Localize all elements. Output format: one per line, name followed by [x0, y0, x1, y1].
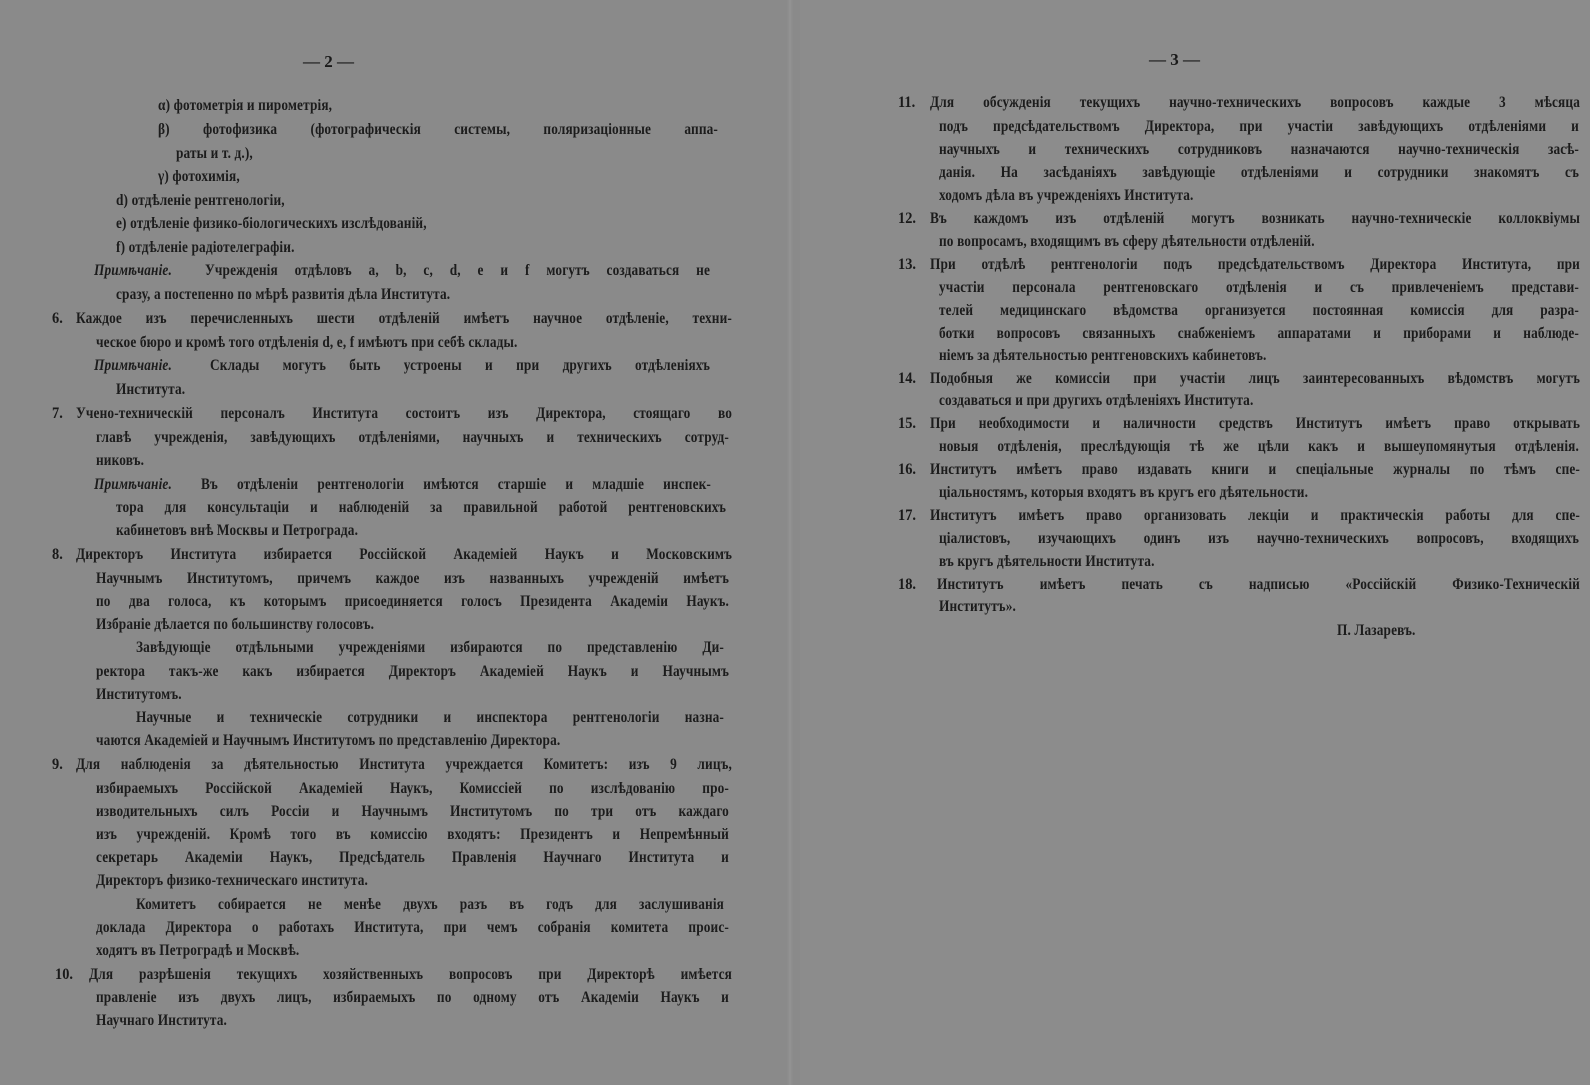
page-number: — 2 — [303, 52, 354, 71]
page-number: — 3 — [1149, 50, 1200, 69]
item-number: 8. [52, 546, 63, 563]
text-line: Въ каждомъ изъ отдѣленій могутъ возникать научно-техническіе коллоквіумы [930, 210, 1580, 227]
signature: П. Лазаревъ. [1337, 622, 1416, 639]
item-number: 17. [898, 507, 916, 524]
text-line: Директоръ физико-техническаго института. [96, 872, 368, 889]
text-line: создаваться и при другихъ отдѣленіяхъ Института. [939, 392, 1254, 409]
text-line: по вопросамъ, входящимъ въ сферу дѣятельности отдѣленій. [939, 233, 1315, 250]
text-line: Въ отдѣленіи рентгенологіи имѣются старшіе и младшіе инспек- [201, 476, 711, 493]
note-label: Примѣчаніе. [94, 262, 172, 279]
text-line: Каждое изъ перечисленныхъ шести отдѣленій имѣетъ научное отдѣленіе, техни- [76, 310, 732, 327]
text-line: въ кругъ дѣятельности Института. [939, 553, 1155, 570]
text-line: Института. [116, 381, 186, 398]
item-number: 7. [52, 405, 63, 422]
text-line: тора для консультаціи и наблюденій за правильной работой рентгеновскихъ [116, 499, 726, 516]
text-line: Институтъ». [939, 598, 1016, 615]
text-line: доклада Директора о работахъ Института, при чемъ собранія комитета проис- [96, 919, 729, 936]
item-number: 6. [52, 310, 63, 327]
text-line: Директоръ Института избирается Россійской Академіей Наукъ и Московскимъ [76, 546, 732, 563]
item-number: 15. [898, 415, 916, 432]
text-line: подъ предсѣдательствомъ Директора, при участіи завѣдующихъ отдѣленіями и [939, 118, 1579, 135]
text-line: β) фотофизика (фотографическія системы, поляризаціонные аппа- [158, 121, 718, 138]
text-line: ходятъ въ Петроградѣ и Москвѣ. [96, 942, 300, 959]
right-page [800, 0, 1590, 1085]
item-number: 9. [52, 756, 63, 773]
item-number: 10. [55, 966, 73, 983]
text-line: Избраніе дѣлается по большинству голосовъ. [96, 616, 375, 633]
text-line: Научнымъ Институтомъ, причемъ каждое изъ названныхъ учрежденій имѣетъ [96, 570, 729, 587]
text-line: Подобныя же комиссіи при участіи лицъ заинтересованныхъ вѣдомствъ могутъ [930, 370, 1580, 387]
text-line: новыя отдѣленія, преслѣдующія тѣ же цѣли какъ и вышеупомянутыя отдѣленія. [939, 438, 1579, 455]
text-line: телей медицинскаго вѣдомства организуется постоянная комиссія для разра- [939, 302, 1579, 319]
text-line: избираемыхъ Россійской Академіей Наукъ, Комиссіей по изслѣдованію про- [96, 780, 729, 797]
text-line: Для наблюденія за дѣятельностью Института учреждается Комитетъ: изъ 9 лицъ, [76, 756, 732, 773]
text-line: Институтомъ. [96, 686, 182, 703]
text-line: главѣ учрежденія, завѣдующихъ отдѣленіями, научныхъ и техническихъ сотруд- [96, 429, 729, 446]
text-line: данія. На засѣданіяхъ завѣдующіе отдѣленіями и сотрудники знакомятъ съ [939, 164, 1579, 181]
text-line: чаются Академіей и Научнымъ Институтомъ по представленію Директора. [96, 732, 561, 749]
item-number: 18. [898, 576, 916, 593]
text-line: Склады могутъ быть устроены и при другихъ отдѣленіяхъ [210, 357, 710, 374]
text-line: Учрежденія отдѣловъ a, b, c, d, e и f могутъ создаваться не [205, 262, 710, 279]
text-line: При необходимости и наличности средствъ Институтъ имѣетъ право открывать [930, 415, 1580, 432]
text-line: сразу, а постепенно по мѣрѣ развитія дѣла Института. [116, 286, 451, 303]
text-line: e) отдѣленіе физико-біологическихъ изслѣдованій, [116, 215, 427, 232]
text-line: α) фотометрія и пирометрія, [158, 97, 333, 114]
text-line: кабинетовъ внѣ Москвы и Петрограда. [116, 522, 359, 539]
text-line: Учено-техническій персоналъ Института состоитъ изъ Директора, стоящаго во [76, 405, 732, 422]
text-line: изводительныхъ силъ Россіи и Научнымъ Институтомъ по три отъ каждаго [96, 803, 729, 820]
text-line: Для обсужденія текущихъ научно-техническихъ вопросовъ каждые 3 мѣсяца [930, 94, 1580, 111]
text-line: ческое бюро и кромѣ того отдѣленія d, e, f имѣютъ при себѣ склады. [96, 334, 518, 351]
text-line: f) отдѣленіе радіотелеграфіи. [116, 239, 295, 256]
item-number: 16. [898, 461, 916, 478]
text-line: секретарь Академіи Наукъ, Предсѣдатель Правленія Научнаго Института и [96, 849, 729, 866]
note-label: Примѣчаніе. [94, 357, 172, 374]
item-number: 13. [898, 256, 916, 273]
text-line: ціальностямъ, которыя входятъ въ кругъ его дѣятельности. [939, 484, 1309, 501]
text-line: изъ учрежденій. Кромѣ того въ комиссію входятъ: Президентъ и Непремѣнный [96, 826, 729, 843]
text-line: Комитетъ собирается не менѣе двухъ разъ въ годъ для заслушиванія [136, 896, 724, 913]
text-line: ректора такъ-же какъ избирается Директоръ Академіей Наукъ и Научнымъ [96, 663, 729, 680]
note-label: Примѣчаніе. [94, 476, 172, 493]
text-line: ботки вопросовъ связанныхъ снабженіемъ аппаратами и приборами и наблюде- [939, 325, 1579, 342]
text-line: участіи персонала рентгеновскаго отдѣленія и съ привлеченіемъ представи- [939, 279, 1579, 296]
text-line: ніемъ за дѣятельностью рентгеновскихъ кабинетовъ. [939, 347, 1267, 364]
text-line: по два голоса, къ которымъ присоединяется голосъ Президента Академіи Наукъ. [96, 593, 729, 610]
text-line: d) отдѣленіе рентгенологіи, [116, 192, 285, 209]
text-line: правленіе изъ двухъ лицъ, избираемыхъ по одному отъ Академіи Наукъ и [96, 989, 729, 1006]
text-line: ціалистовъ, изучающихъ одинъ изъ научно-техническихъ вопросовъ, входящихъ [939, 530, 1579, 547]
item-number: 12. [898, 210, 916, 227]
text-line: Завѣдующіе отдѣльными учрежденіями избираются по представленію Ди- [136, 639, 724, 656]
text-line: Институтъ имѣетъ право организовать лекціи и практическія работы для спе- [930, 507, 1580, 524]
text-line: Научнаго Института. [96, 1012, 228, 1029]
text-line: γ) фотохимія, [158, 168, 240, 185]
page-fold [787, 0, 793, 1085]
text-line: научныхъ и техническихъ сотрудниковъ назначаются научно-техническія засѣ- [939, 141, 1579, 158]
text-line: Институтъ имѣетъ право издавать книги и спеціальные журналы по тѣмъ спе- [930, 461, 1580, 478]
text-line: При отдѣлѣ рентгенологіи подъ предсѣдательствомъ Директора Института, при [930, 256, 1580, 273]
item-number: 14. [898, 370, 916, 387]
item-number: 11. [898, 94, 916, 111]
text-line: Научные и техническіе сотрудники и инспектора рентгенологіи назна- [136, 709, 724, 726]
text-line: Институтъ имѣетъ печать съ надписью «Россійскій Физико-Техническій [937, 576, 1580, 593]
text-line: ходомъ дѣла въ учрежденіяхъ Института. [939, 187, 1194, 204]
text-line: никовъ. [96, 452, 145, 469]
text-line: раты и т. д.), [176, 145, 253, 162]
text-line: Для разрѣшенія текущихъ хозяйственныхъ вопросовъ при Директорѣ имѣется [89, 966, 732, 983]
